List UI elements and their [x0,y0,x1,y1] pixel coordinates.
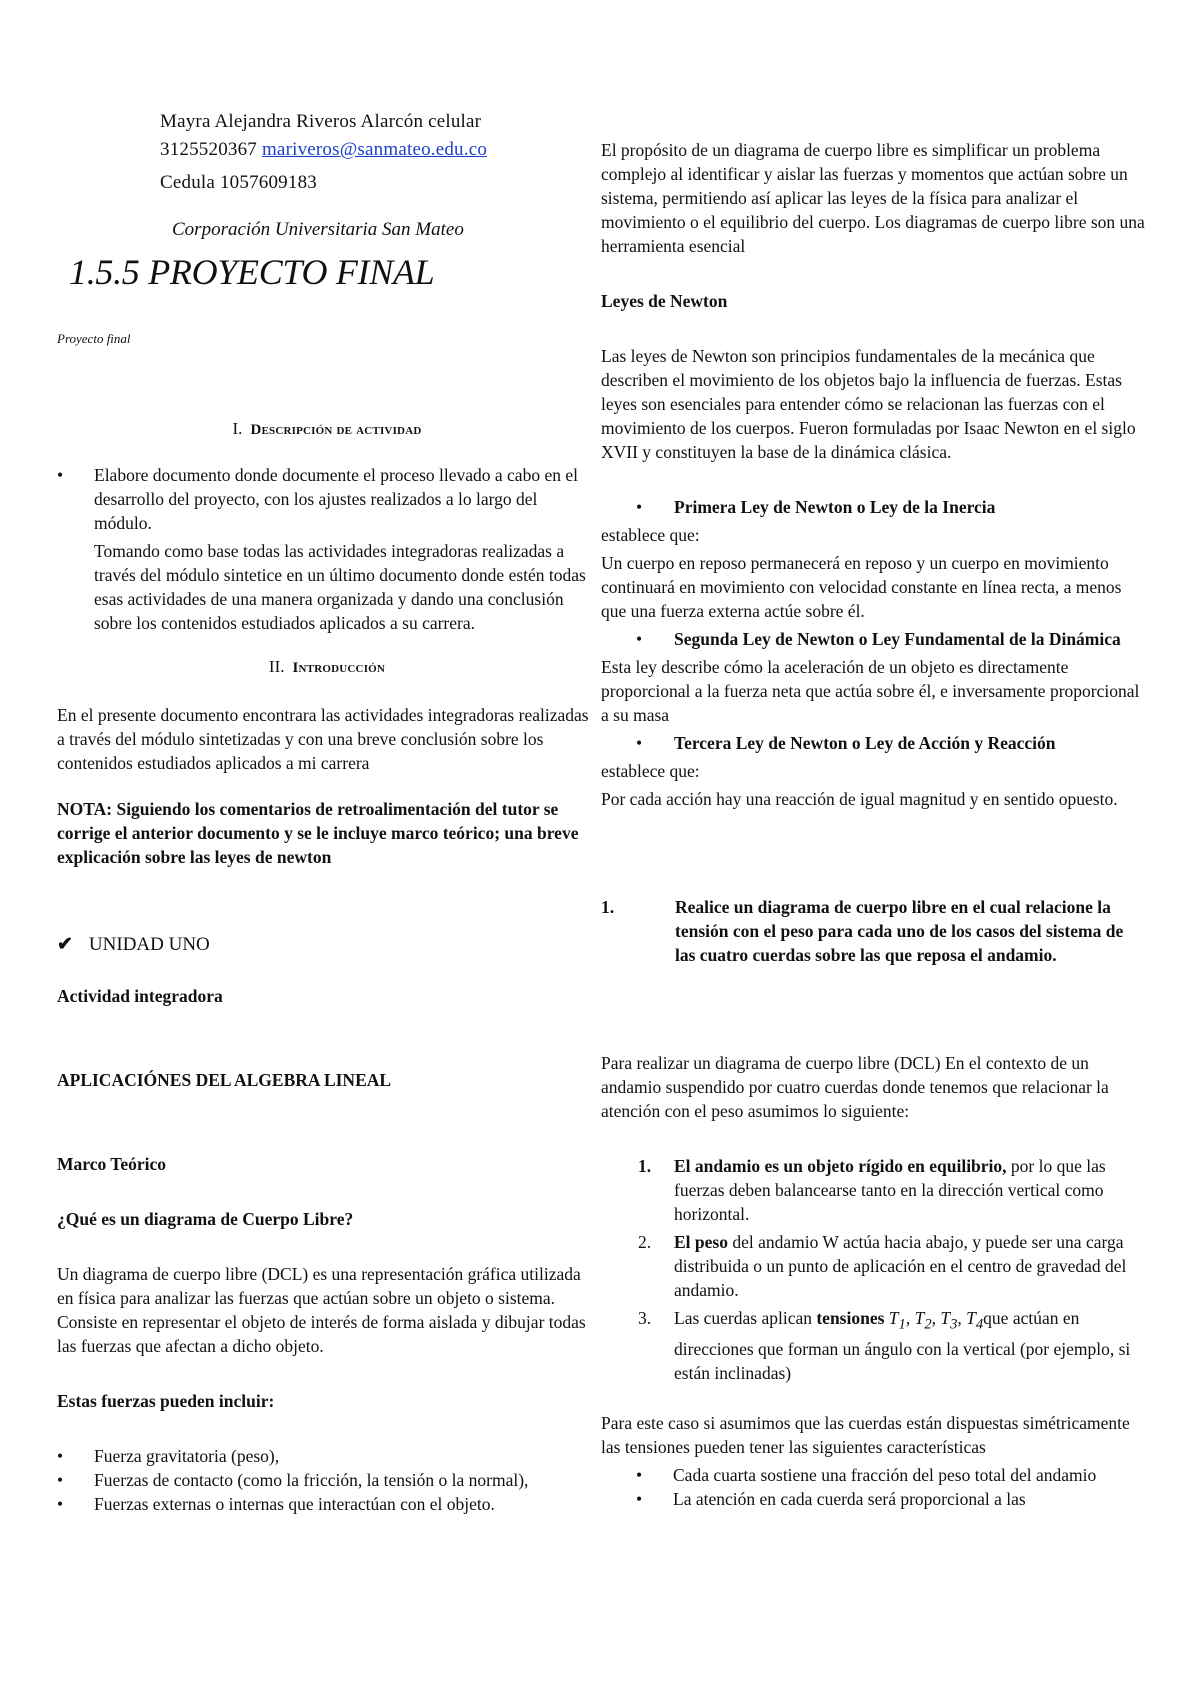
section-title: Descripción de actividad [250,422,422,438]
list-bold-text: tensiones [816,1308,885,1328]
author-line1: Mayra Alejandra Riveros Alarcón celular [160,111,482,132]
bullet-icon: • [57,1494,64,1514]
ley2-heading [601,627,1146,651]
activity-bullets [57,463,597,635]
ley3-heading [601,731,1146,755]
list-item-text: La atención en cada cuerda será proporcional a las [673,1488,1026,1509]
leyes-heading: Leyes de Newton [601,291,728,311]
ley1-heading [601,495,1146,519]
list-number: 2. [638,1232,652,1252]
affiliation: Corporación Universitaria San Mateo [172,219,464,240]
ley1-establece: establece que: [601,525,700,545]
ley3-title: Tercera Ley de Newton o Ley de Acción y Reacción [674,733,1056,753]
bullet-icon: • [57,1470,64,1490]
assumptions-list [601,1154,1146,1385]
marco-heading: Marco Teórico [57,1154,167,1174]
bullet-text: Elabore documento donde documente el proceso llevado a cabo en el desarrollo del proyecto, con los ajustes realizados a lo largo del módulo. [94,465,578,533]
list-text: Las cuerdas aplican [674,1308,817,1328]
author-contact [160,136,597,164]
actividad-heading: Actividad integradora [57,986,223,1006]
author-cedula: Cedula 1057609183 [160,172,317,193]
list-item [601,1230,1146,1302]
list-bold-text: El peso [674,1232,728,1252]
list-item [57,1492,597,1516]
intro-paragraph: En el presente documento encontrara las actividades integradoras realizadas a través del módulo sintetizadas y con una breve conclusión sobre los contenidos estudiados aplicados a mi carrera [57,705,589,773]
proposito-paragraph: El propósito de un diagrama de cuerpo libre es simplificar un problema complejo al identificar y aislar las fuerzas y momentos que actúan sobre un sistema, permitiendo así aplicar las leyes de la física para analizar el movimiento o el equilibrio del cuerpo. Los diagramas de cuerpo libre son una herramienta esencial [601,140,1145,256]
simetria-paragraph: Para este caso si asumimos que las cuerdas están dispuestas simétricamente las tensiones pueden tener las siguientes características [601,1412,1130,1457]
right-column [601,138,1146,1511]
bullet-continuation: Tomando como base todas las actividades integradoras realizadas a través del módulo sintetice en un último documento donde estén todas esas actividades de una manera organizada y dando una conclusión sobre los contenidos estudiados aplicados a su carrera. [94,541,586,633]
bullet-icon: • [57,465,64,485]
list-item [601,1306,1146,1385]
bullet-icon: • [636,1464,643,1485]
list-item-text: Fuerzas externas o internas que interactúan con el objeto. [94,1494,495,1514]
question-number: 1. [601,897,615,917]
leyes-paragraph: Las leyes de Newton son principios fundamentales de la mecánica que describen el movimiento de los objetos bajo la influencia de fuerzas. Estas leyes son esenciales para entender cómo se relacionan las fuerzas con el movimiento de los cuerpos. Fueron formuladas por Isaac Newton en el siglo XVII y constituyen la base de la dinámica clásica. [601,346,1136,462]
ley1-title: Primera Ley de Newton o Ley de la Inercia [674,497,996,517]
characteristics-list [601,1463,1146,1511]
dcl-definition: Un diagrama de cuerpo libre (DCL) es una representación gráfica utilizada en física para analizar las fuerzas que actúan sobre un objeto o sistema. Consiste en representar el objeto de interés de forma aislada y dibujar todas las fuerzas que afectan a dicho objeto. [57,1264,586,1356]
page-title: 1.5.5 PROYECTO FINAL [69,252,435,292]
question-heading: ¿Qué es un diagrama de Cuerpo Libre? [57,1209,354,1229]
list-item-text: Fuerzas de contacto (como la fricción, la tensión o la normal), [94,1470,529,1490]
list-text: del andamio W actúa hacia abajo, y puede ser una carga distribuida o un punto de aplicación en el centro de gravedad del andamio. [674,1232,1127,1300]
list-item [57,1468,597,1492]
section-number: I. [232,419,243,438]
nota-paragraph: NOTA: Siguiendo los comentarios de retroalimentación del tutor se corrige el anterior documento y se le incluye marco teórico; una breve explicación sobre las leyes de newton [57,799,579,867]
list-text: que actúan en direcciones que forman un ángulo con la vertical (por ejemplo, si están inclinadas) [674,1308,1131,1383]
section-number: II. [268,657,285,676]
section-title: Introducción [292,660,386,676]
fuerzas-heading: Estas fuerzas pueden incluir: [57,1391,275,1411]
list-item [636,1463,1146,1487]
bullet-icon: • [636,733,643,753]
list-item [636,1487,1146,1511]
question-text: Realice un diagrama de cuerpo libre en el cual relacione la tensión con el peso para cada uno de los casos del sistema de las cuatro cuerdas sobre las que reposa el andamio. [675,897,1124,965]
bullet-icon: • [636,1488,643,1509]
left-column [57,108,597,1516]
section-heading-introduccion [57,657,597,677]
aplicaciones-heading: APLICACIÓNES DEL ALGEBRA LINEAL [57,1070,392,1090]
list-item [57,1444,597,1468]
list-text: por lo que las fuerzas deben balancearse tanto en la dirección vertical como horizontal. [674,1156,1106,1224]
fuerzas-list [57,1444,597,1516]
unidad-heading [57,933,597,956]
list-item [601,1154,1146,1226]
author-block [160,108,597,197]
list-number: 1. [638,1156,652,1176]
bullet-icon: • [636,629,643,649]
unidad-label: UNIDAD UNO [88,934,210,955]
ley3-establece: establece que: [601,761,700,781]
ley2-text: Esta ley describe cómo la aceleración de un objeto es directamente proporcional a la fuerza neta que actúa sobre él, e inversamente proporcional a su masa [601,657,1140,725]
dcl-intro-paragraph: Para realizar un diagrama de cuerpo libre (DCL) En el contexto de un andamio suspendido por cuatro cuerdas donde tenemos que relacionar la atención con el peso asumimos lo siguiente: [601,1053,1109,1121]
list-item [57,463,597,635]
checkmark-icon: ✔ [57,934,73,955]
question-1 [601,895,1146,967]
list-bold-text: El andamio es un objeto rígido en equilibrio, [674,1156,1007,1176]
ley3-text: Por cada acción hay una reacción de igual magnitud y en sentido opuesto. [601,789,1118,809]
list-number: 3. [638,1308,652,1328]
bullet-icon: • [57,1446,64,1466]
author-phone: 3125520367 [160,139,262,160]
ley1-text: Un cuerpo en reposo permanecerá en reposo y un cuerpo en movimiento continuará en movimiento con velocidad constante en línea recta, a menos que una fuerza externa actúe sobre él. [601,553,1122,621]
author-email-link[interactable]: mariveros@sanmateo.edu.co [261,139,488,160]
list-item-text: Fuerza gravitatoria (peso), [94,1446,280,1466]
section-heading-descripcion [57,419,597,439]
bullet-icon: • [636,497,643,517]
subtitle: Proyecto final [57,331,131,346]
tension-symbols: $T_1$, $T_2$, $T_3$, $T_4$ [888,1308,984,1333]
list-item-text: Cada cuarta sostiene una fracción del peso total del andamio [673,1464,1097,1485]
ley2-title: Segunda Ley de Newton o Ley Fundamental de la Dinámica [674,629,1121,649]
